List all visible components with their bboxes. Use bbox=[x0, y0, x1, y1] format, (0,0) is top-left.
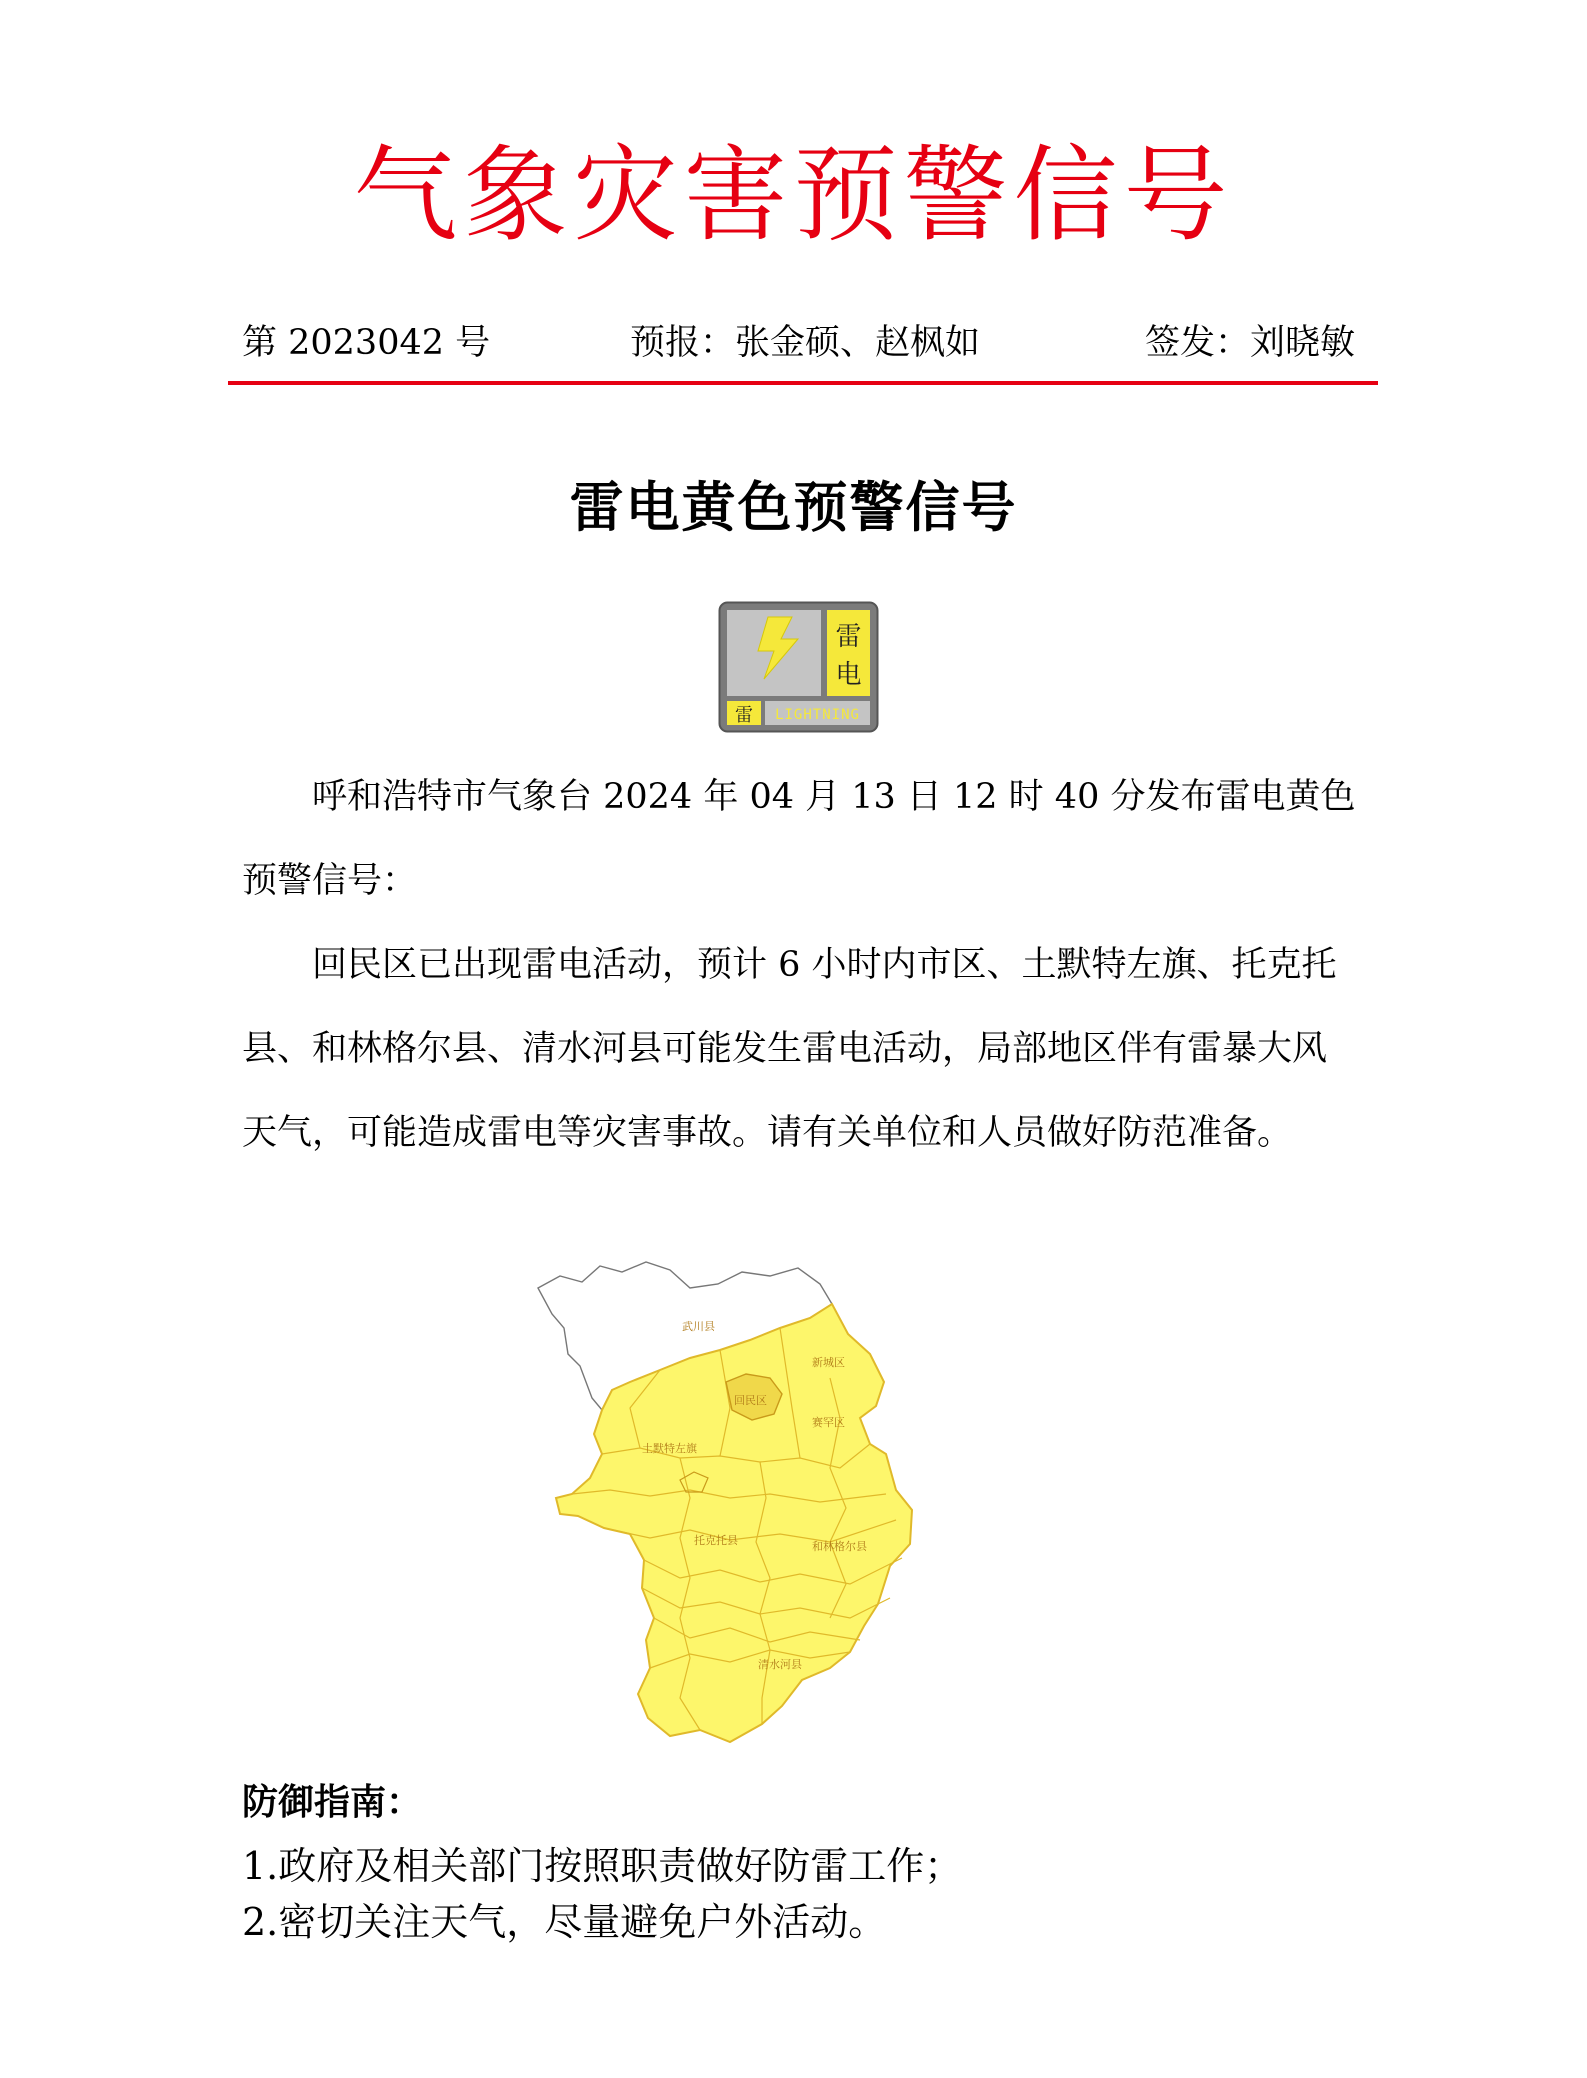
issuer: 签发：刘晓敏 bbox=[1144, 323, 1355, 363]
issuance-paragraph: 呼和浩特市气象台 2024 年 04 月 13 日 12 时 40 分发布雷电黄色预警信号： bbox=[242, 777, 1356, 901]
issue-number: 第 2023042 号 bbox=[242, 323, 491, 363]
list-item: 1.政府及相关部门按照职责做好防雷工作； bbox=[242, 1844, 963, 1888]
map-label-tumote: 土默特左旗 bbox=[642, 1442, 697, 1455]
icon-char-top: 雷 bbox=[835, 622, 862, 652]
lightning-yellow-signal-icon bbox=[718, 601, 879, 733]
warning-detail-paragraph: 回民区已出现雷电活动，预计 6 小时内市区、土默特左旗、托克托县、和林格尔县、清水河县可能发生雷电活动，局部地区伴有雷暴大风天气，可能造成雷电等灾害事故。请有关单位和人员做好防范准备。 bbox=[242, 945, 1337, 1153]
map-label-qingshuihe: 清水河县 bbox=[758, 1658, 802, 1671]
document-title: 气象灾害预警信号 bbox=[353, 134, 1234, 256]
icon-label: LIGHTNING bbox=[775, 707, 860, 723]
icon-char-bottom: 电 bbox=[835, 660, 862, 690]
icon-char-corner: 雷 bbox=[735, 705, 753, 726]
warning-area-map bbox=[530, 1258, 1042, 1746]
defense-guide-list bbox=[242, 1838, 962, 1950]
forecasters: 预报：张金硕、赵枫如 bbox=[630, 323, 981, 363]
header-divider bbox=[228, 381, 1378, 385]
map-label-saihan: 赛罕区 bbox=[812, 1416, 845, 1429]
map-label-wuchuan: 武川县 bbox=[682, 1320, 715, 1333]
map-label-huimin: 回民区 bbox=[734, 1394, 767, 1407]
map-label-helin: 和林格尔县 bbox=[812, 1540, 867, 1553]
signal-title: 雷电黄色预警信号 bbox=[569, 475, 1018, 539]
map-label-tuoketuo: 托克托县 bbox=[694, 1534, 738, 1547]
defense-guide-title: 防御指南： bbox=[242, 1781, 423, 1823]
map-label-xincheng: 新城区 bbox=[812, 1356, 845, 1369]
list-item: 2.密切关注天气，尽量避免户外活动。 bbox=[242, 1900, 887, 1944]
